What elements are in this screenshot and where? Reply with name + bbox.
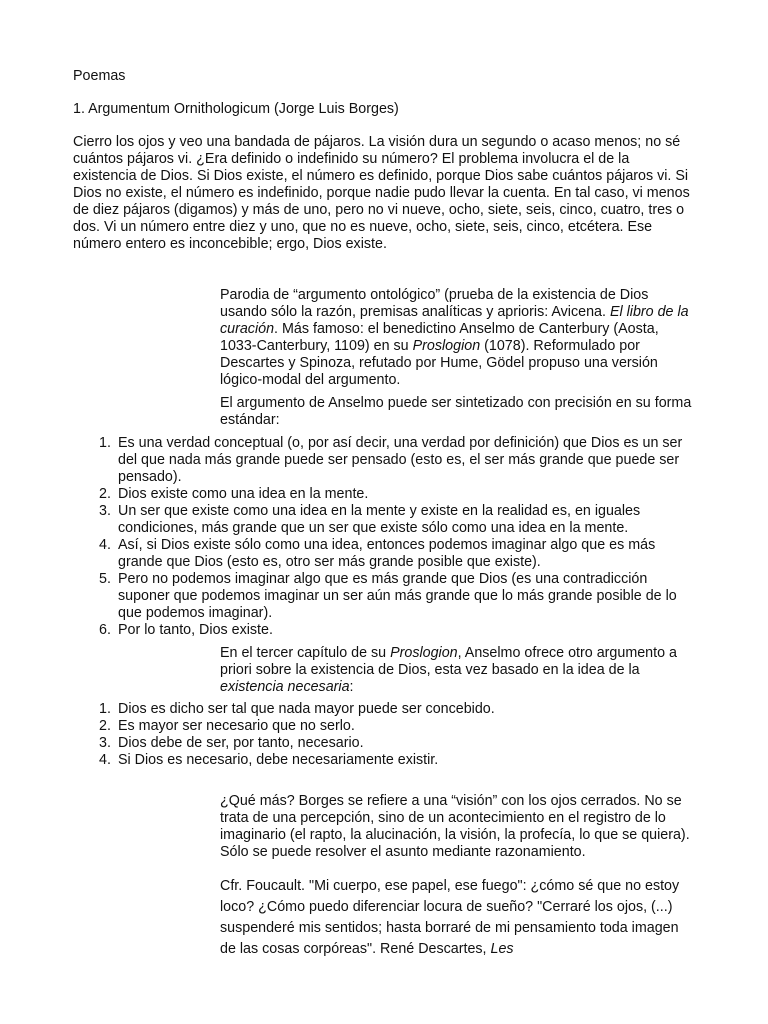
- anselmo-intro: El argumento de Anselmo puede ser sintetizado con precisión en su forma estándar:: [220, 395, 692, 428]
- list-item-text: Dios debe de ser, por tanto, necesario.: [118, 735, 364, 751]
- list-number: 5.: [99, 571, 111, 587]
- parodia-text-1: Parodia de “argumento ontológico” (prueba de la existencia de Dios usando sólo la razón, premisas analíticas y aprioris: Avicena.: [220, 287, 649, 320]
- list-item: [99, 571, 698, 622]
- list-number: 6.: [99, 622, 111, 638]
- foucault-text: Cfr. Foucault. "Mi cuerpo, ese papel, ese fuego": ¿cómo sé que no estoy loco? ¿Cómo puedo diferenciar locura de sueño? "Cerraré los ojos, (...) suspenderé mis sentidos; hasta borraré de mi pensamiento toda imagen de las cosas corpóreas". René Descartes,: [220, 878, 680, 957]
- list-item: [99, 718, 698, 735]
- list-item-text: Si Dios es necesario, debe necesariamente existir.: [118, 752, 439, 768]
- list-item-text: Por lo tanto, Dios existe.: [118, 622, 273, 638]
- list-item: [99, 537, 698, 571]
- parodia-text-3: (1078). Reformulado por Descartes y Spinoza, refutado por Hume, Gödel propuso una versión lógico-modal del argumento.: [220, 338, 658, 388]
- list-item-text: Un ser que existe como una idea en la mente y existe en la realidad es, en iguales condiciones, más grande que un ser que existe sólo como una idea en la mente.: [118, 503, 641, 536]
- list-item-text: Dios es dicho ser tal que nada mayor puede ser concebido.: [118, 701, 495, 717]
- capitulo-text-3: :: [349, 679, 354, 695]
- list-item: [99, 701, 698, 718]
- list-item: [99, 486, 698, 503]
- list-number: 1.: [99, 701, 111, 717]
- necessary-existence-list: [99, 701, 698, 769]
- book-title-proslogion: Proslogion: [412, 338, 481, 354]
- list-number: 3.: [99, 735, 111, 751]
- list-item: [99, 752, 698, 769]
- list-item: [99, 735, 698, 752]
- list-item-text: Así, si Dios existe sólo como una idea, entonces podemos imaginar algo que es más grande que Dios (esto es, otro ser más grande posible que existe).: [118, 537, 656, 570]
- list-item-text: Es una verdad conceptual (o, por así decir, una verdad por definición) que Dios es un ser del que nada más grande puede ser pensado (esto es, el ser más grande que puede ser pensado).: [118, 435, 683, 485]
- book-title-proslogion-2: Proslogion: [390, 645, 458, 661]
- list-number: 2.: [99, 718, 111, 734]
- book-title-curacion: El libro de la curación: [220, 304, 689, 337]
- poem-title: 1. Argumentum Ornithologicum (Jorge Luis Borges): [73, 101, 399, 117]
- list-item-text: Dios existe como una idea en la mente.: [118, 486, 369, 502]
- capitulo-text-2: , Anselmo ofrece otro argumento a priori sobre la existencia de Dios, esta vez basado en la idea de la: [220, 645, 677, 678]
- foucault-paragraph: [220, 876, 698, 960]
- list-number: 2.: [99, 486, 111, 502]
- borges-note-paragraph: ¿Qué más? Borges se refiere a una “visión” con los ojos cerrados. No se trata de una percepción, sino de un acontecimiento en el registro de lo imaginario (el rapto, la alucinación, la visión, la profecía, lo que se quiera). Sólo se puede resolver el asunto mediante razonamiento.: [220, 793, 690, 860]
- list-item: [99, 503, 698, 537]
- book-title-les: Les: [490, 941, 514, 957]
- list-item-text: Es mayor ser necesario que no serlo.: [118, 718, 355, 734]
- parodia-paragraph: [220, 287, 698, 389]
- poem-text: Cierro los ojos y veo una bandada de pájaros. La visión dura un segundo o acaso menos; no sé cuántos pájaros vi. ¿Era definido o indefinido su número? El problema involucra el de la existencia de Dios. Si Dios existe, el número es definido, porque Dios sabe cuántos pájaros vi. Si Dios no existe, el número es indefinido, porque nadie pudo llevar la cuenta. En tal caso, vi menos de diez pájaros (digamos) y más de uno, pero no vi nueve, ocho, siete, seis, cinco, cuatro, tres o dos. Vi un número entre diez y uno, que no es nueve, ocho, siete, seis, cinco, etcétera. Ese número entero es inconcebible; ergo, Dios existe.: [73, 134, 690, 252]
- list-number: 4.: [99, 752, 111, 768]
- tercer-capitulo-paragraph: [220, 645, 698, 696]
- list-number: 3.: [99, 503, 111, 519]
- existencia-necesaria: existencia necesaria: [220, 679, 350, 695]
- list-item-text: Pero no podemos imaginar algo que es más grande que Dios (es una contradicción suponer que podemos imaginar un ser aún más grande que lo más grande posible de lo que podemos imaginar).: [118, 571, 677, 621]
- capitulo-text-1: En el tercer capítulo de su: [220, 645, 391, 661]
- list-item: [99, 622, 698, 639]
- list-item: [99, 435, 698, 486]
- list-number: 4.: [99, 537, 111, 553]
- parodia-text-2: . Más famoso: el benedictino Anselmo de Canterbury (Aosta, 1033-Canterbury, 1109) en su: [220, 321, 659, 354]
- section-heading: Poemas: [73, 68, 126, 84]
- list-number: 1.: [99, 435, 111, 451]
- ontological-argument-list: [99, 435, 698, 639]
